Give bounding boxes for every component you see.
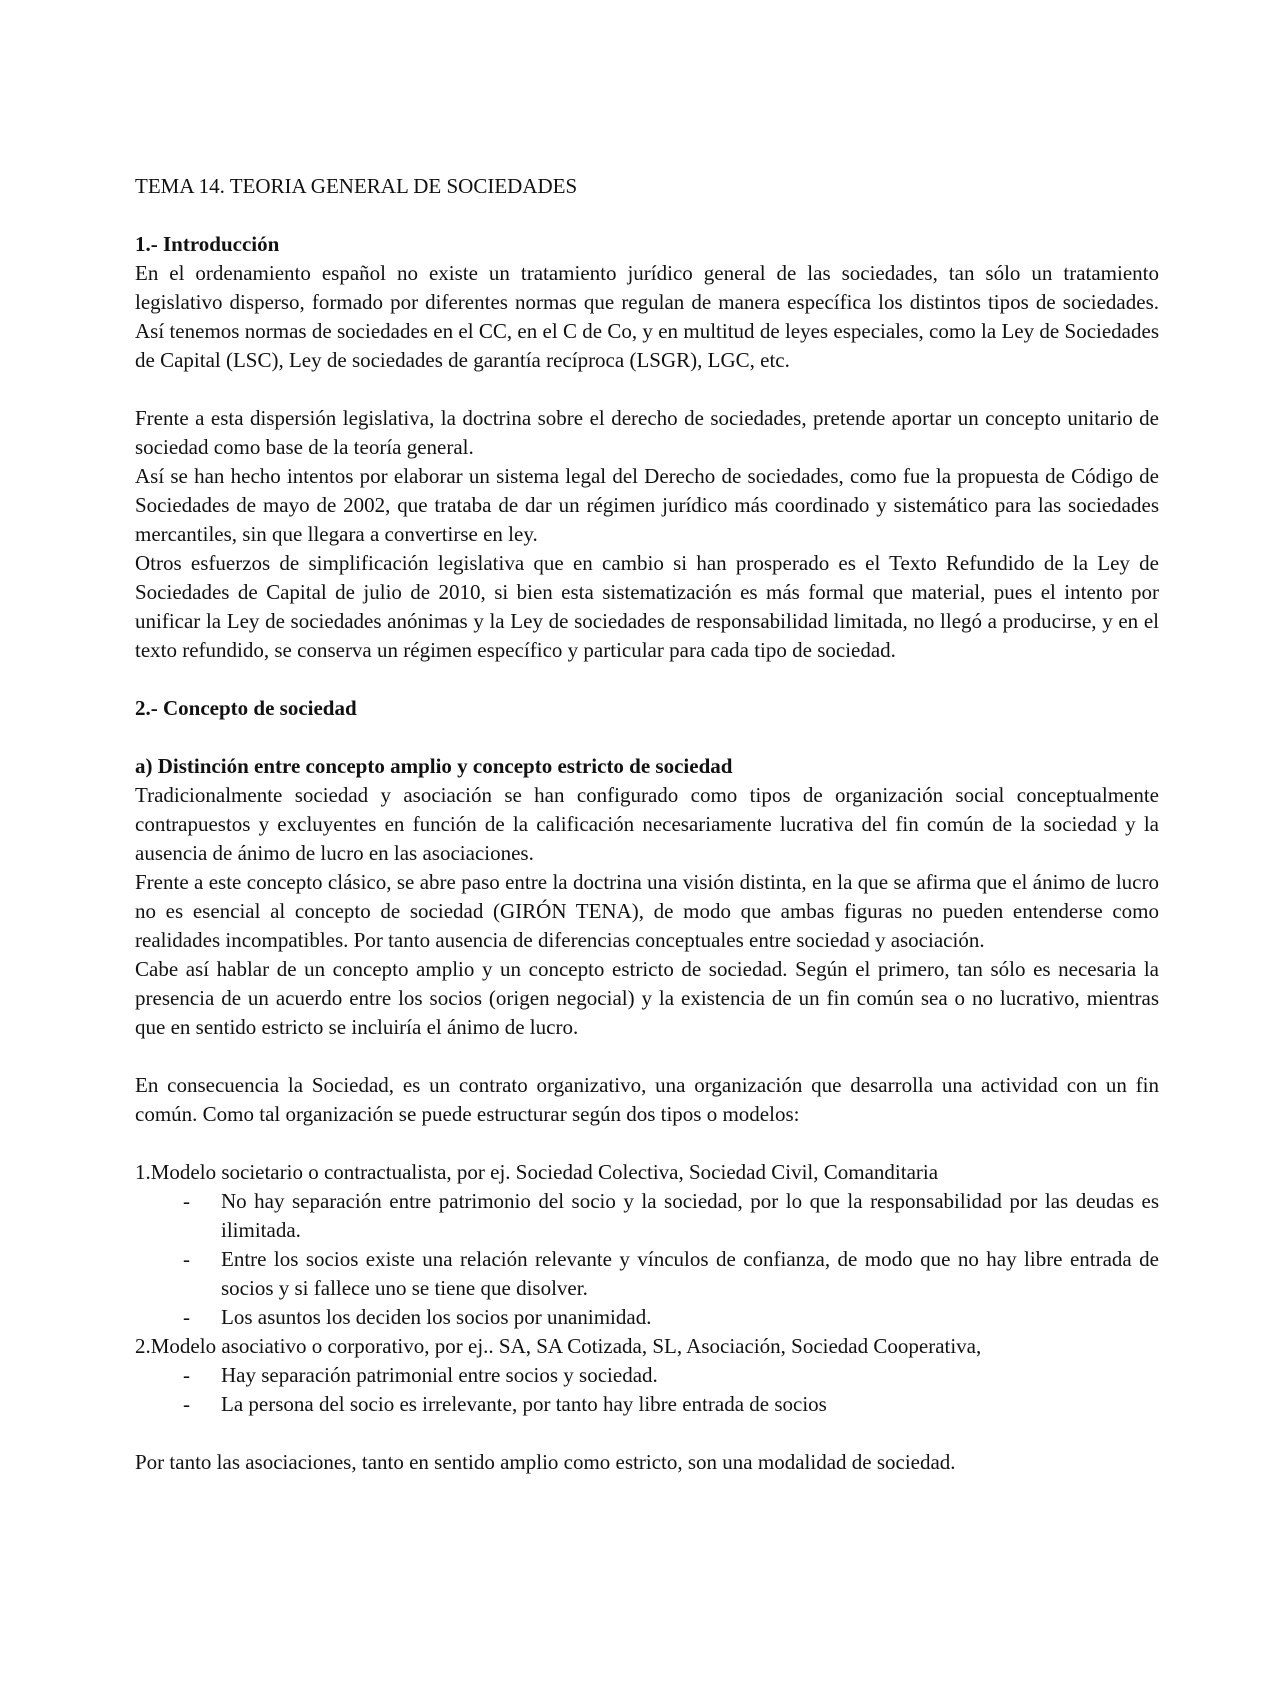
conclusion-paragraph: Por tanto las asociaciones, tanto en sentido amplio como estricto, son una modalidad de sociedad. xyxy=(135,1450,956,1474)
document-body xyxy=(135,172,1159,1477)
model-2-label: 2.Modelo asociativo o corporativo, por ej.. SA, SA Cotizada, SL, Asociación, Sociedad Cooperativa, xyxy=(135,1334,982,1358)
model-1-bullet-list xyxy=(135,1187,1159,1332)
list-item: - Hay separación patrimonial entre socios y sociedad. xyxy=(135,1361,1159,1390)
dash-bullet: - xyxy=(183,1363,190,1387)
dash-bullet: - xyxy=(183,1247,190,1271)
model-2-bullet-list xyxy=(135,1361,1159,1419)
model-1-label: 1.Modelo societario o contractualista, por ej. Sociedad Colectiva, Sociedad Civil, Comanditaria xyxy=(135,1160,939,1184)
list-item: - Entre los socios existe una relación relevante y vínculos de confianza, de modo que no hay libre entrada de socios y si fallece uno se tiene que disolver. xyxy=(183,1247,1159,1300)
document-title: TEMA 14. TEORIA GENERAL DE SOCIEDADES xyxy=(135,174,578,198)
paragraph: Frente a esta dispersión legislativa, la doctrina sobre el derecho de sociedades, pretende aportar un concepto unitario de sociedad como base de la teoría general. xyxy=(135,406,1159,459)
paragraph: En consecuencia la Sociedad, es un contrato organizativo, una organización que desarrolla una actividad con un fin común. Como tal organización se puede estructurar según dos tipos o modelos: xyxy=(135,1073,1159,1126)
paragraph: Frente a este concepto clásico, se abre paso entre la doctrina una visión distinta, en la que se afirma que el ánimo de lucro no es esencial al concepto de sociedad (GIRÓN TENA), de modo que ambas figuras no pueden entenderse como realidades incompatibles. Por tanto ausencia de diferencias conceptuales entre sociedad y asociación. xyxy=(135,870,1159,952)
list-item: - Los asuntos los deciden los socios por unanimidad. xyxy=(135,1303,1159,1332)
paragraph: En el ordenamiento español no existe un tratamiento jurídico general de las sociedades, tan sólo un tratamiento legislativo disperso, formado por diferentes normas que regulan de manera específica los distintos tipos de sociedades. Así tenemos normas de sociedades en el CC, en el C de Co, y en multitud de leyes especiales, como la Ley de Sociedades de Capital (LSC), Ley de sociedades de garantía recíproca (LSGR), LGC, etc. xyxy=(135,261,1159,372)
paragraph: Otros esfuerzos de simplificación legislativa que en cambio si han prosperado es el Texto Refundido de la Ley de Sociedades de Capital de julio de 2010, si bien esta sistematización es más formal que material, pues el intento por unificar la Ley de sociedades anónimas y la Ley de sociedades de responsabilidad limitada, no llegó a producirse, y en el texto refundido, se conserva un régimen específico y particular para cada tipo de sociedad. xyxy=(135,551,1159,662)
paragraph: Tradicionalmente sociedad y asociación se han configurado como tipos de organización social conceptualmente contrapuestos y excluyentes en función de la calificación necesariamente lucrativa del fin común de la sociedad y la ausencia de ánimo de lucro en las asociaciones. xyxy=(135,783,1159,865)
list-item: - La persona del socio es irrelevante, por tanto hay libre entrada de socios xyxy=(135,1390,1159,1419)
paragraph: Cabe así hablar de un concepto amplio y un concepto estricto de sociedad. Según el primero, tan sólo es necesaria la presencia de un acuerdo entre los socios (origen negocial) y la existencia de un fin común sea o no lucrativo, mientras que en sentido estricto se incluiría el ánimo de lucro. xyxy=(135,957,1159,1039)
dash-bullet: - xyxy=(183,1305,190,1329)
dash-bullet: - xyxy=(183,1392,190,1416)
section-1-heading: 1.- Introducción xyxy=(135,232,280,256)
dash-bullet: - xyxy=(183,1189,190,1213)
list-item: - No hay separación entre patrimonio del socio y la sociedad, por lo que la responsabilidad por las deudas es ilimitada. xyxy=(183,1189,1159,1242)
section-2a-subheading: a) Distinción entre concepto amplio y concepto estricto de sociedad xyxy=(135,754,733,778)
paragraph: Así se han hecho intentos por elaborar un sistema legal del Derecho de sociedades, como fue la propuesta de Código de Sociedades de mayo de 2002, que trataba de dar un régimen jurídico más coordinado y sistemático para las sociedades mercantiles, sin que llegara a convertirse en ley. xyxy=(135,464,1159,546)
section-2-heading: 2.- Concepto de sociedad xyxy=(135,696,357,720)
